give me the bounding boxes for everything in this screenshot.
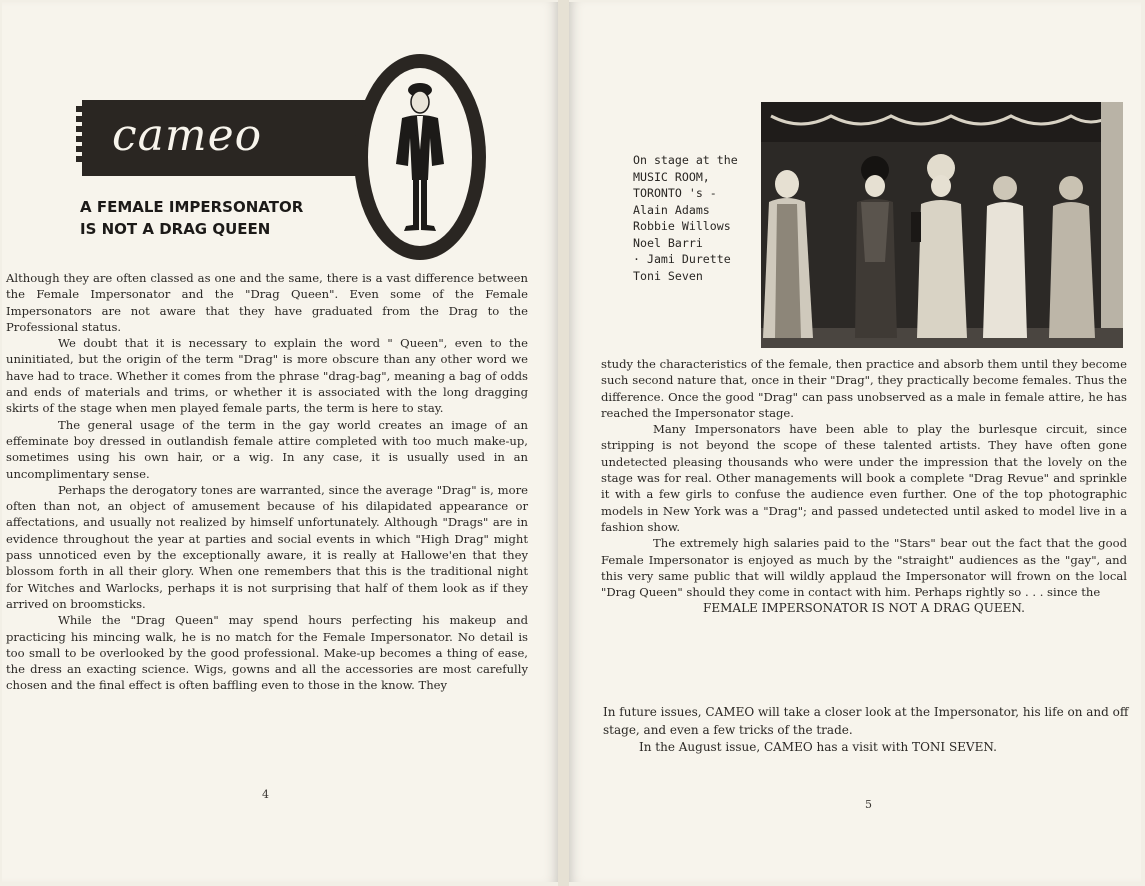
left-body-text [6, 270, 528, 694]
caption-line: · Jami Durette [633, 252, 731, 266]
paragraph: While the "Drag Queen" may spend hours perfecting his makeup and practicing his mincing walk, he is no match for the Female Impersonator. No detail is too small to be overlooked by the good professional. Make-up becomes a thing of ease, the dress an exacting science. Wigs, gowns and all the accessories are most carefully chosen and the final effect is often baffling even to those in the know. They [6, 613, 528, 693]
page-number: 5 [865, 798, 872, 811]
caption-line: Toni Seven [633, 268, 703, 283]
future-issues-note [603, 704, 1129, 757]
page-gutter [558, 0, 569, 886]
article-subtitle [80, 196, 303, 240]
stage-photo [761, 102, 1123, 348]
caption-line: Alain Adams [633, 202, 710, 217]
conclusion-line: FEMALE IMPERSONATOR IS NOT A DRAG QUEEN. [703, 601, 1025, 616]
stage-photo-illustration-icon [761, 102, 1123, 348]
caption-line: Robbie Willows [633, 219, 731, 233]
left-page [2, 2, 558, 882]
masthead-title: cameo [112, 110, 263, 161]
cameo-portrait [368, 68, 472, 246]
paragraph: Perhaps the derogatory tones are warranted, since the average "Drag" is, more often than not, an object of amusement because of his dilapidated appearance or affectations, and usually not realized by himself unfortunately. Although "Drags" are in evidence throughout the year at parties and social events in which "High Drag" might pass unnoticed even by the exceptionally aware, it is really at Hallowe'en that they blossom forth in all their glory. When one remembers that this is the traditional night for Witches and Warlocks, perhaps it is not surprising that half of them look as if they arrived on broomsticks. [6, 482, 528, 611]
caption-line: Noel Barri [633, 235, 703, 250]
cameo-portrait-frame [354, 54, 486, 260]
paragraph: study the characteristics of the female, then practice and absorb them until they become such second nature that, once in their "Drag", they practically become females. Thus the difference. Once the good "Drag" can pass unobserved as a male in female attire, he has reached the Impersonator stage. [601, 357, 1127, 420]
right-body-text [601, 356, 1127, 617]
page-number: 4 [262, 788, 269, 801]
future-paragraph: In the August issue, CAMEO has a visit with TONI SEVEN. [639, 740, 997, 754]
caption-line: On stage at the [633, 153, 738, 167]
right-page [569, 2, 1141, 882]
paragraph: Although they are often classed as one and the same, there is a vast difference between the Female Impersonator and the "Drag Queen". Even some of the Female Impersonators are not aware that they have graduated from the Drag to the Professional status. [6, 271, 528, 334]
paragraph: The extremely high salaries paid to the "Stars" bear out the fact that the good Female Impersonator is enjoyed as much by the "straight" audiences as the "gay", and this very same public that will wildly applaud the Impersonator will frown on the local "Drag Queen" should they come in contact with him. Perhaps rightly so . . . since the [601, 536, 1127, 600]
photo-caption [633, 152, 738, 284]
caption-line: MUSIC ROOM, [633, 169, 710, 184]
paragraph: The general usage of the term in the gay world creates an image of an effeminate boy dressed in outlandish female attire completed with too much make-up, sometimes using his own hair, or a wig. In any case, it is usually used in an uncomplimentary sense. [6, 417, 528, 481]
future-paragraph: In future issues, CAMEO will take a closer look at the Impersonator, his life on and off stage, and even a few tricks of the trade. [603, 705, 1129, 737]
figure-illustration-icon [368, 68, 472, 246]
caption-line: TORONTO 's - [633, 186, 717, 200]
masthead-banner [82, 100, 372, 176]
paragraph: Many Impersonators have been able to play the burlesque circuit, since stripping is not beyond the scope of these talented artists. They have often gone undetected pleasing thousands who were under the impression that the lovely on the stage was for real. Other managements will book a complete "Drag Revue" and sprinkle it with a few girls to confuse the audience even further. One of the top photographic models in New York was a "Drag"; and passed undetected until asked to model live in a fashion show. [601, 422, 1127, 534]
subtitle-line-1: A FEMALE IMPERSONATOR [80, 198, 304, 216]
paragraph: We doubt that it is necessary to explain the word " Queen", even to the uninitiated, but the origin of the term "Drag" is more obscure than any other word we have had to trace. Whether it comes from the phrase "drag-bag", meaning a bag of odds and ends of materials and trims, or whether it is associated with the long dragging skirts of the stage when men played female parts, the term is here to stay. [6, 336, 528, 416]
subtitle-line-2: IS NOT A DRAG QUEEN [80, 220, 271, 238]
